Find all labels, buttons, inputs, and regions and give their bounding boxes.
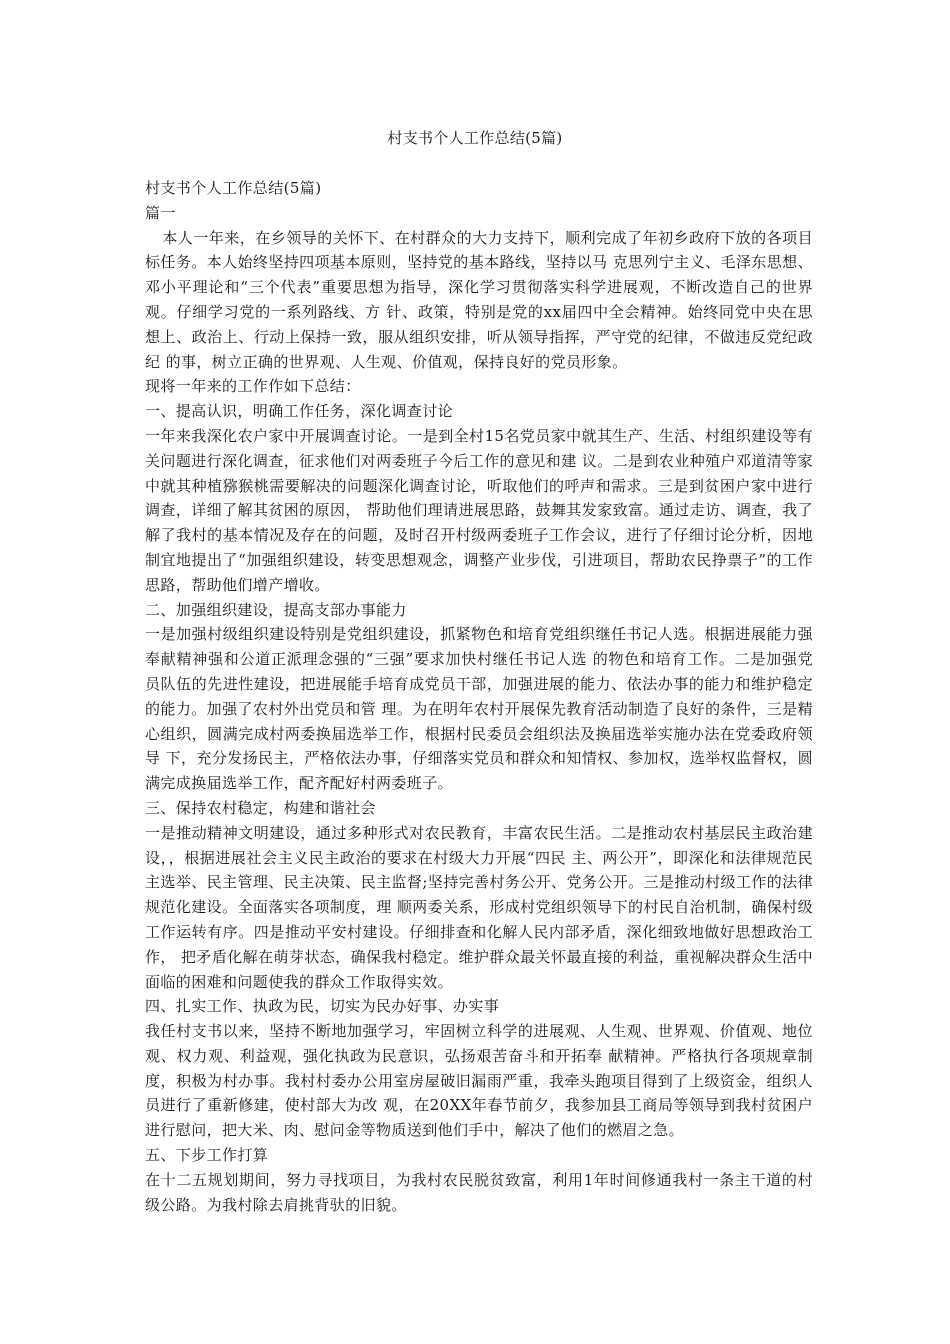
document-subtitle: 村支书个人工作总结(5篇) xyxy=(145,179,322,197)
intro-paragraph: 本人一年来，在乡领导的关怀下、在村群众的大力支持下，顺利完成了年初乡政府下放的各项目标任务。本人始终坚持四项基本原则，坚持党的基本路线，坚持以马 克思列宁主义、毛泽东思想、邓小平理论和“三个代表”重要思想为指导，深化学习贯彻落实科学进展观，不断改造自己的世界观。仔细学习党的一系列路线、方 针、政策，特别是党的xx届四中全会精神。始终同党中央在思想上、政治上、行动上保持一致，服从组织安排，听从领导指挥，严守党的纪律，不做违反党纪政纪 的事，树立正确的世界观、人生观、价值观，保持良好的党员形象。 xyxy=(145,228,813,371)
document-body xyxy=(145,176,813,1217)
section-paragraph-2: 一是加强村级组织建设特别是党组织建设，抓紧物色和培育党组织继任书记人选。根据进展能力强奉献精神强和公道正派理念强的“三强”要求加快村继任书记人选 的物色和培育工作。二是加强党员队伍的先进性建设，把进展能手培育成党员干部，加强进展的能力、依法办事的能力和维护稳定的能力。加强了农村外出党员和管 理。为在明年农村开展保先教育活动制造了良好的条件，三是精心组织，圆满完成村两委换届选举工作，根据村民委员会组织法及换届选举实施办法在党委政府领导 下，充分发扬民主，严格依法办事，仔细落实党员和群众和知情权、参加权，选举权监督权，圆满完成换届选举工作，配齐配好村两委班子。 xyxy=(145,625,813,793)
part-label: 篇一 xyxy=(145,203,176,222)
section-heading-4: 四、扎实工作、执政为民，切实为民办好事、办实事 xyxy=(145,997,500,1016)
section-paragraph-5: 在十二五规划期间，努力寻找项目，为我村农民脱贫致富，利用1年时间修通我村一条主干道的村级公路。为我村除去肩挑背驮的旧貌。 xyxy=(145,1170,813,1214)
section-heading-3: 三、保持农村稳定，构建和谐社会 xyxy=(145,798,377,817)
document-title: 村支书个人工作总结(5篇) xyxy=(387,129,563,147)
section-paragraph-4: 我任村支书以来，坚持不断地加强学习，牢固树立科学的进展观、人生观、世界观、价值观、地位观、权力观、利益观，强化执政为民意识，弘扬艰苦奋斗和开拓奉 献精神。严格执行各项规章制度，积极为村办事。我村村委办公用室房屋破旧漏雨严重，我牵头跑项目得到了上级资金，组织人员进行了重新修建，使村部大为改 观，在20XX年春节前夕，我参加县工商局等领导到我村贫困户进行慰问，把大米、肉、慰问金等物质送到他们手中，解决了他们的燃眉之急。 xyxy=(145,1022,813,1140)
section-heading-5: 五、下步工作打算 xyxy=(145,1146,269,1165)
intro-closing-line: 现将一年来的工作作如下总结： xyxy=(145,377,361,396)
section-paragraph-1: 一年来我深化农户家中开展调查讨论。一是到全村15名党员家中就其生产、生活、村组织建设等有关问题进行深化调查，征求他们对两委班子今后工作的意见和建 议。二是到农业种殖户邓道清等家中就其种植猕猴桃需要解决的问题深化调查讨论，听取他们的呼声和需求。三是到贫困户家中进行调查，详细了解其贫困的原因， 帮助他们理请进展思路，鼓舞其发家致富。通过走访、调查，我了解了我村的基本情况及存在的问题，及时召开村级两委班子工作会议，进行了仔细讨论分析，因地 制宜地提出了“加强组织建设，转变思想观念，调整产业步伐，引进项目，帮助农民挣票子”的工作思路，帮助他们增产增收。 xyxy=(145,426,813,594)
section-heading-1: 一、提高认识，明确工作任务，深化调查讨论 xyxy=(145,402,454,421)
section-heading-2: 二、加强组织建设，提高支部办事能力 xyxy=(145,600,407,619)
section-paragraph-3: 一是推动精神文明建设，通过多种形式对农民教育，丰富农民生活。二是推动农村基层民主政治建设，，根据进展社会主义民主政治的要求在村级大力开展“四民 主、两公开”，即深化和法律规范民主选举、民主管理、民主决策、民主监督;坚持完善村务公开、党务公开。三是推动村级工作的法律规范化建设。全面落实各项制度，理 顺两委关系，形成村党组织领导下的村民自治机制，确保村级工作运转有序。四是推动平安村建设。仔细排查和化解人民内部矛盾，深化细致地做好思想政治工作， 把矛盾化解在萌芽状态，确保我村稳定。维护群众最关怀最直接的利益，重视解决群众生活中面临的困难和问题使我的群众工作取得实效。 xyxy=(145,823,813,991)
